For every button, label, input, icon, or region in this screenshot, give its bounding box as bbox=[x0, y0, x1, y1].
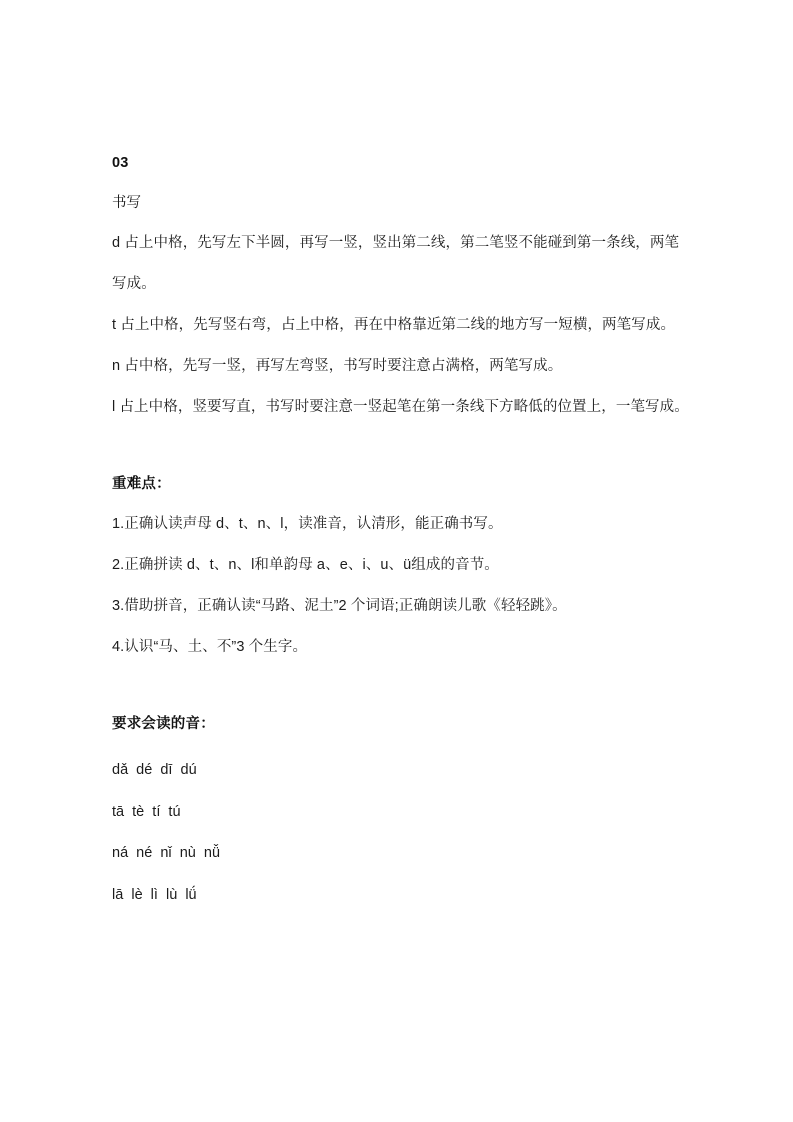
key-point-item-3: 3.借助拼音，正确认读“马路、泥土”2 个词语;正确朗读儿歌《轻轻跳》。 bbox=[112, 598, 567, 614]
key-point-item-1: 1.正确认读声母 d、t、n、l，读准音，认清形，能正确书写。 bbox=[112, 516, 503, 532]
document-content bbox=[112, 143, 690, 916]
section-subheading: 书写 bbox=[112, 195, 141, 211]
pronunciation-heading: 要求会读的音： bbox=[112, 716, 215, 732]
key-point-item-2: 2.正确拼读 d、t、n、l和单韵母 a、e、i、u、ü组成的音节。 bbox=[112, 557, 499, 573]
pinyin-row-n: ná né nǐ nù nǚ bbox=[112, 845, 221, 861]
key-point-item-4: 4.认识“马、土、不”3 个生字。 bbox=[112, 639, 308, 655]
pinyin-row-d: dǎ dé dī dú bbox=[112, 762, 197, 778]
key-points-heading: 重难点： bbox=[112, 476, 171, 492]
section-number: 03 bbox=[112, 155, 129, 171]
pinyin-row-t: tā tè tí tú bbox=[112, 803, 181, 820]
pinyin-row-l: lā lè lì lù lǘ bbox=[112, 886, 197, 903]
spacer-before-key-points bbox=[112, 428, 690, 464]
writing-instruction-d: d 占上中格，先写左下半圆，再写一竖，竖出第二线，第二笔竖不能碰到第一条线，两笔写成。 bbox=[112, 235, 680, 292]
writing-instruction-l: l 占上中格，竖要写直，书写时要注意一竖起笔在第一条线下方略低的位置上，一笔写成。 bbox=[112, 399, 689, 415]
writing-instruction-n: n 占中格，先写一竖，再写左弯竖，书写时要注意占满格，两笔写成。 bbox=[112, 358, 563, 374]
writing-instruction-t: t 占上中格，先写竖右弯，占上中格，再在中格靠近第二线的地方写一短横，两笔写成。 bbox=[112, 317, 676, 333]
spacer-before-pronunciation bbox=[112, 668, 690, 704]
